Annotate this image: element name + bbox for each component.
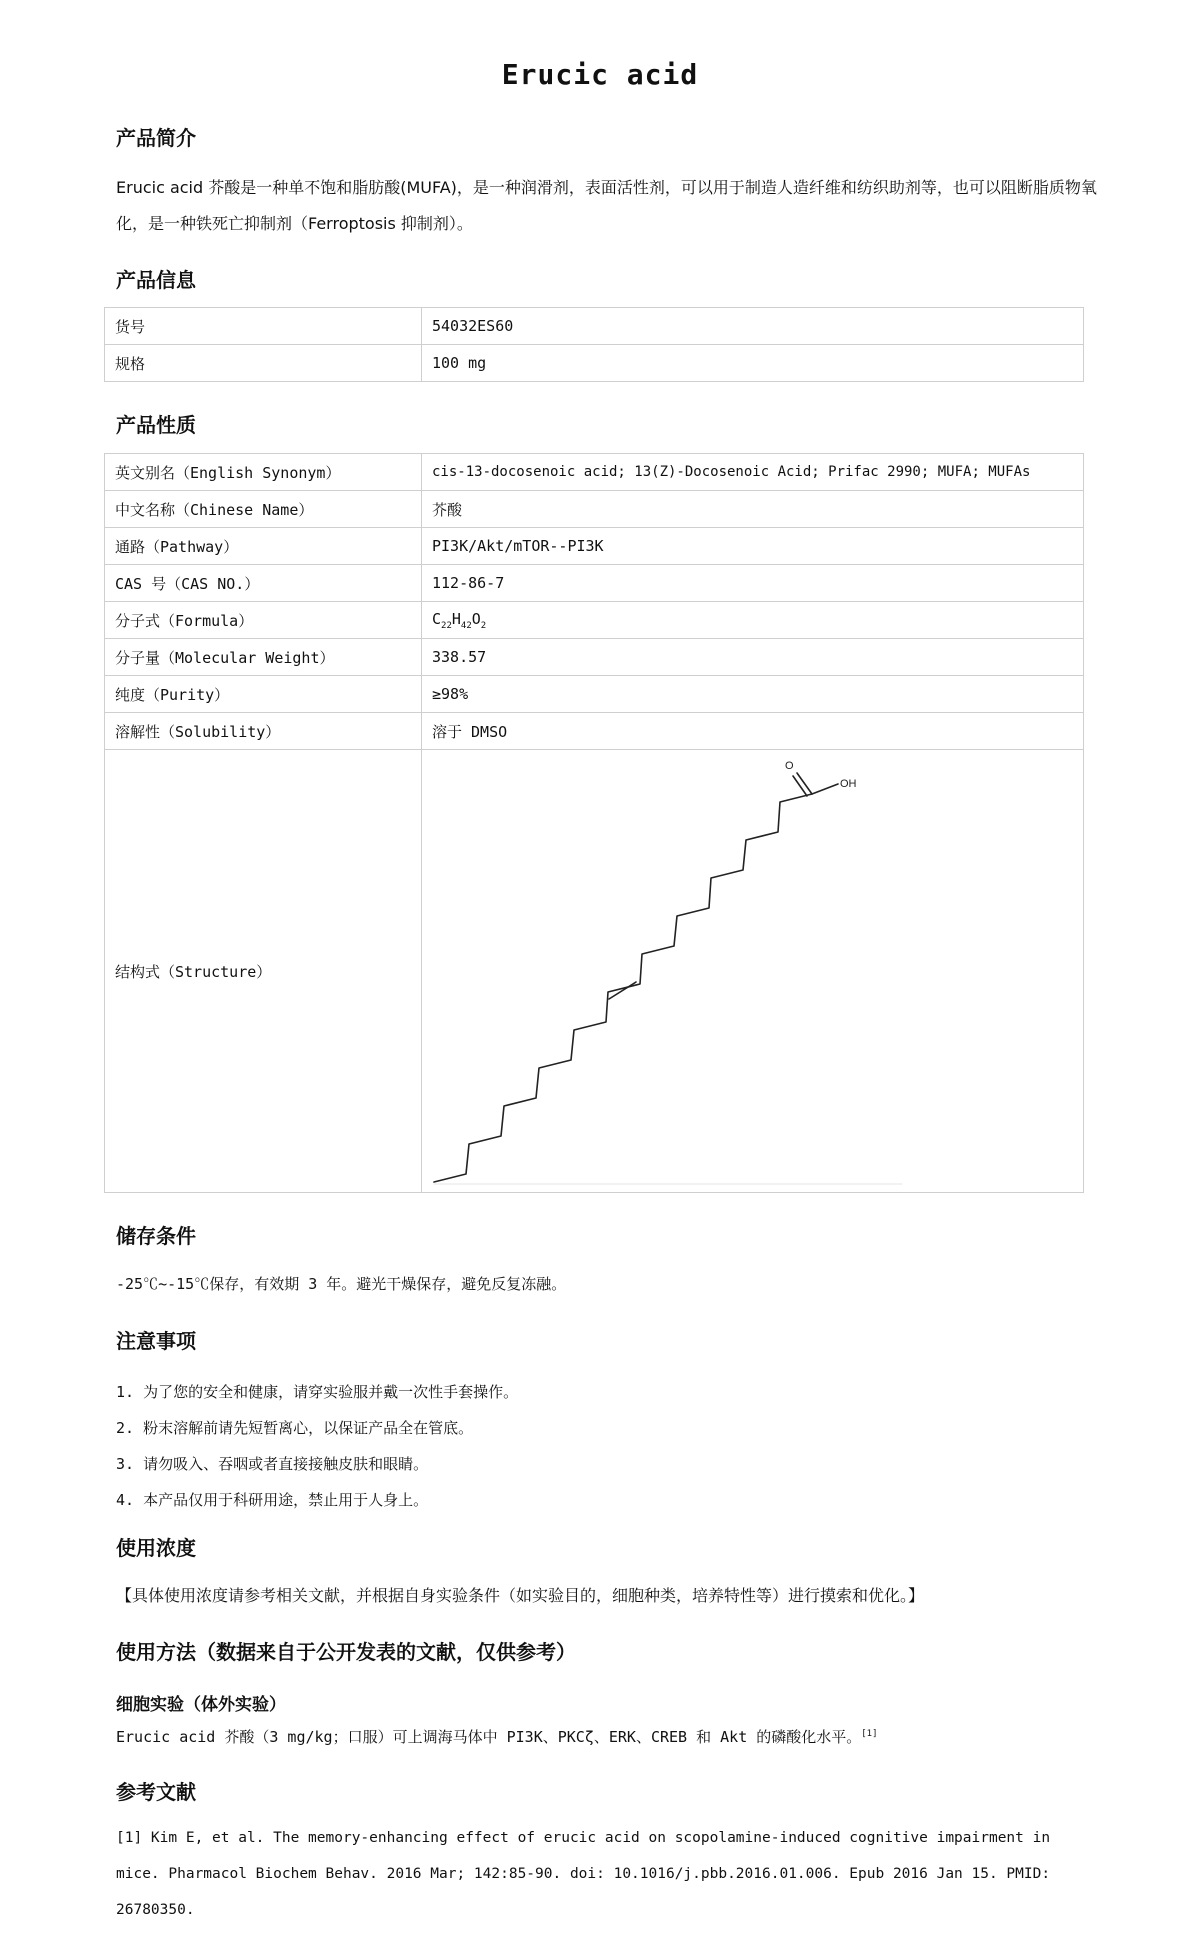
cell-ref: [1] [861, 1729, 878, 1739]
intro-text: Erucic acid 芥酸是一种单不饱和脂肪酸(MUFA)，是一种润滑剂，表面活性剂，可以用于制造人造纤维和纺织助剂等，也可以阻断脂质物氧化，是一种铁死亡抑制剂（Ferroptosis 抑制剂）。 [116, 178, 1097, 233]
info-heading: 产品信息 [116, 268, 196, 292]
table-row [105, 602, 1084, 639]
list-item: 4. 本产品仅用于科研用途，禁止用于人身上。 [116, 1491, 429, 1509]
info-table [104, 307, 1084, 382]
table-row [105, 565, 1084, 602]
formula-h-count: 42 [460, 620, 472, 631]
cell-text: Erucic acid 芥酸（3 mg/kg；口服）可上调海马体中 PI3K、PKCζ、ERK、CREB 和 Akt 的磷酸化水平。 [116, 1728, 862, 1746]
refs-heading: 参考文献 [116, 1780, 196, 1804]
prop-key: 分子式（Formula） [105, 602, 422, 639]
info-value: 54032ES60 [422, 308, 1084, 345]
prop-value: 溶于 DMSO [422, 713, 1084, 750]
carbonyl-bond-2 [793, 776, 807, 796]
table-row [105, 528, 1084, 565]
prop-value: 112-86-7 [422, 565, 1084, 602]
prop-value: PI3K/Akt/mTOR--PI3K [422, 528, 1084, 565]
formula-h: H [451, 609, 461, 628]
table-row [105, 308, 1084, 345]
method-heading: 使用方法（数据来自于公开发表的文献，仅供参考） [116, 1640, 576, 1664]
notes-list [116, 1374, 518, 1518]
list-item: 1. 为了您的安全和健康，请穿实验服并戴一次性手套操作。 [116, 1383, 519, 1401]
storage-text: -25℃~-15℃保存，有效期 3 年。避光干燥保存，避免反复冻融。 [116, 1275, 567, 1293]
prop-key: 溶解性（Solubility） [105, 713, 422, 750]
prop-value: 芥酸 [422, 491, 1084, 528]
props-heading: 产品性质 [116, 413, 196, 437]
cell-heading: 细胞实验（体外实验） [116, 1695, 286, 1715]
hydroxyl-label: OH [840, 778, 857, 790]
prop-key: 纯度（Purity） [105, 676, 422, 713]
prop-key: 结构式（Structure） [105, 750, 422, 1193]
prop-value: cis-13-docosenoic acid; 13(Z)-Docosenoic Acid; Prifac 2990; MUFA; MUFAs [422, 454, 1084, 491]
prop-value: 338.57 [422, 639, 1084, 676]
conc-text: 【具体使用浓度请参考相关文献，并根据自身实验条件（如实验目的，细胞种类，培养特性等）进行摸索和优化。】 [116, 1586, 925, 1605]
list-item: 3. 请勿吸入、吞咽或者直接接触皮肤和眼睛。 [116, 1455, 429, 1473]
structure-cell [422, 750, 1084, 1193]
list-item: 2. 粉末溶解前请先短暂离心，以保证产品全在管底。 [116, 1419, 474, 1437]
carbonyl-bond [797, 773, 812, 794]
formula-o-count: 2 [480, 620, 487, 631]
page-title: Erucic acid [501, 58, 699, 91]
formula-o: O [471, 609, 481, 628]
conc-heading: 使用浓度 [116, 1536, 196, 1560]
prop-key: 分子量（Molecular Weight） [105, 639, 422, 676]
props-table [104, 453, 1084, 1193]
formula-c-count: 22 [441, 620, 452, 631]
prop-key: 中文名称（Chinese Name） [105, 491, 422, 528]
oxygen-label: O [785, 760, 794, 772]
table-row [105, 491, 1084, 528]
table-row [105, 676, 1084, 713]
reference-item: [1] Kim E, et al. The memory-enhancing effect of erucic acid on scopolamine-induced cognitive impairment in mice. Pharmacol Biochem Behav. 2016 Mar; 142:85-90. doi: 10.1016/j.pbb.2016.01.006. Epub 2016 Jan 15. PMID: 26780350. [116, 1830, 1051, 1918]
table-row [105, 713, 1084, 750]
prop-key: 通路（Pathway） [105, 528, 422, 565]
carbon-chain [434, 794, 812, 1182]
storage-heading: 储存条件 [116, 1224, 196, 1248]
info-key: 货号 [105, 308, 422, 345]
prop-key: 英文别名（English Synonym） [105, 454, 422, 491]
info-key: 规格 [105, 345, 422, 382]
structure-image [422, 750, 1084, 1192]
info-value: 100 mg [422, 345, 1084, 382]
table-row [105, 639, 1084, 676]
prop-value: ≥98% [422, 676, 1084, 713]
table-row [105, 454, 1084, 491]
table-row [105, 750, 1084, 1193]
formula-value [422, 602, 1084, 639]
hydroxyl-bond [812, 784, 838, 794]
cell-text-block [116, 1716, 1100, 1755]
formula-c: C [432, 609, 442, 628]
intro-heading: 产品简介 [116, 126, 196, 150]
table-row [105, 345, 1084, 382]
notes-heading: 注意事项 [116, 1329, 196, 1353]
prop-key: CAS 号（CAS NO.） [105, 565, 422, 602]
